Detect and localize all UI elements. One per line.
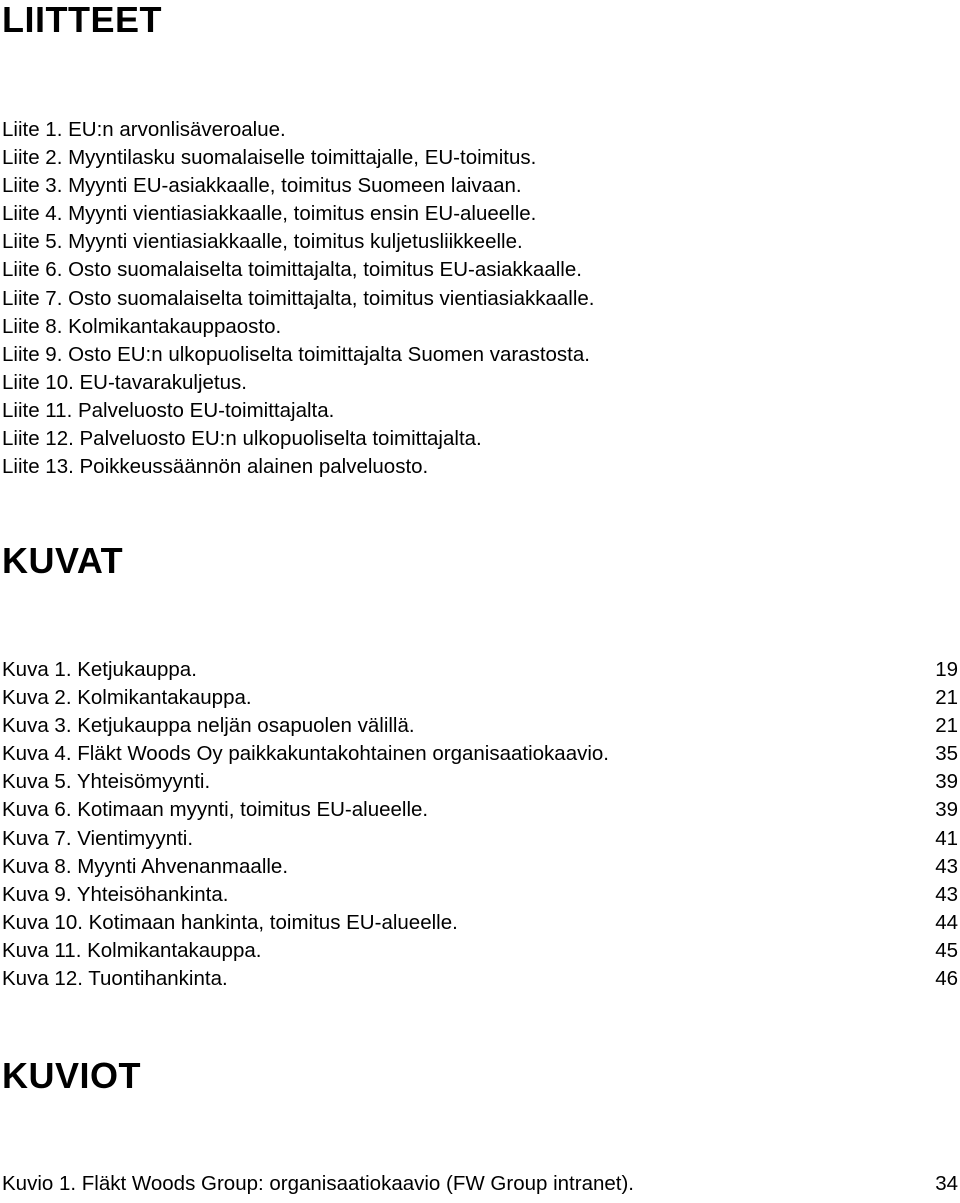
kuva-label: Kuva 4. Fläkt Woods Oy paikkakuntakohtainen organisaatiokaavio. xyxy=(2,742,610,766)
liite-item: Liite 3. Myynti EU-asiakkaalle, toimitus Suomeen laivaan. xyxy=(2,174,522,198)
kuva-label: Kuva 7. Vientimyynti. xyxy=(2,826,194,850)
kuva-page-number: 39 xyxy=(935,798,958,822)
kuva-entry xyxy=(2,825,958,853)
kuva-label: Kuva 6. Kotimaan myynti, toimitus EU-alueelle. xyxy=(2,798,429,822)
kuva-entry xyxy=(2,684,958,712)
kuva-label: Kuva 12. Tuontihankinta. xyxy=(2,967,228,991)
kuva-entry xyxy=(2,881,958,909)
liite-item: Liite 7. Osto suomalaiselta toimittajalta, toimitus vientiasiakkaalle. xyxy=(2,286,595,310)
kuva-page-number: 45 xyxy=(935,938,958,962)
kuva-entry xyxy=(2,909,958,937)
liitteet-heading: LIITTEET xyxy=(2,0,162,40)
kuva-page-number: 21 xyxy=(935,686,958,710)
kuva-entry xyxy=(2,740,958,768)
kuviot-heading: KUVIOT xyxy=(2,1055,142,1096)
kuva-entry xyxy=(2,937,958,965)
kuva-entry xyxy=(2,656,958,684)
liite-item: Liite 6. Osto suomalaiselta toimittajalta, toimitus EU-asiakkaalle. xyxy=(2,258,582,282)
kuva-page-number: 43 xyxy=(935,882,958,906)
liitteet-list xyxy=(2,116,595,481)
kuva-entry xyxy=(2,712,958,740)
kuva-label: Kuva 11. Kolmikantakauppa. xyxy=(2,938,262,962)
kuva-entry xyxy=(2,768,958,796)
kuva-page-number: 21 xyxy=(935,714,958,738)
kuvat-list xyxy=(2,656,958,993)
kuva-label: Kuva 9. Yhteisöhankinta. xyxy=(2,882,229,906)
kuva-label: Kuva 3. Ketjukauppa neljän osapuolen välillä. xyxy=(2,714,415,738)
kuva-page-number: 46 xyxy=(935,967,958,991)
kuvio-entry xyxy=(2,1170,958,1198)
kuva-page-number: 35 xyxy=(935,742,958,766)
kuva-entry xyxy=(2,965,958,993)
liite-item: Liite 2. Myyntilasku suomalaiselle toimittajalle, EU-toimitus. xyxy=(2,146,537,170)
liite-item: Liite 11. Palveluosto EU-toimittajalta. xyxy=(2,398,335,422)
liite-item: Liite 10. EU-tavarakuljetus. xyxy=(2,370,247,394)
kuva-label: Kuva 8. Myynti Ahvenanmaalle. xyxy=(2,854,289,878)
kuva-page-number: 19 xyxy=(935,658,958,681)
kuva-page-number: 41 xyxy=(935,826,958,850)
kuva-page-number: 43 xyxy=(935,854,958,878)
kuva-label: Kuva 10. Kotimaan hankinta, toimitus EU-alueelle. xyxy=(2,910,458,934)
liite-item: Liite 1. EU:n arvonlisäveroalue. xyxy=(2,118,286,141)
kuvio-page-number: 34 xyxy=(935,1172,958,1195)
kuva-page-number: 39 xyxy=(935,770,958,794)
liite-item: Liite 8. Kolmikantakauppaosto. xyxy=(2,314,282,338)
liite-item: Liite 4. Myynti vientiasiakkaalle, toimitus ensin EU-alueelle. xyxy=(2,202,537,226)
liite-item: Liite 5. Myynti vientiasiakkaalle, toimitus kuljetusliikkeelle. xyxy=(2,230,523,254)
kuvio-label: Kuvio 1. Fläkt Woods Group: organisaatiokaavio (FW Group intranet). xyxy=(2,1172,634,1195)
kuvat-heading: KUVAT xyxy=(2,540,124,581)
kuva-entry xyxy=(2,796,958,824)
kuva-label: Kuva 2. Kolmikantakauppa. xyxy=(2,686,252,710)
liite-item: Liite 9. Osto EU:n ulkopuoliselta toimittajalta Suomen varastosta. xyxy=(2,342,590,366)
liite-item: Liite 12. Palveluosto EU:n ulkopuoliselta toimittajalta. xyxy=(2,427,482,451)
kuviot-list xyxy=(2,1170,958,1198)
kuva-label: Kuva 5. Yhteisömyynti. xyxy=(2,770,211,794)
liite-item: Liite 13. Poikkeussäännön alainen palveluosto. xyxy=(2,455,429,479)
kuva-page-number: 44 xyxy=(935,910,958,934)
kuva-entry xyxy=(2,853,958,881)
kuva-label: Kuva 1. Ketjukauppa. xyxy=(2,658,197,681)
